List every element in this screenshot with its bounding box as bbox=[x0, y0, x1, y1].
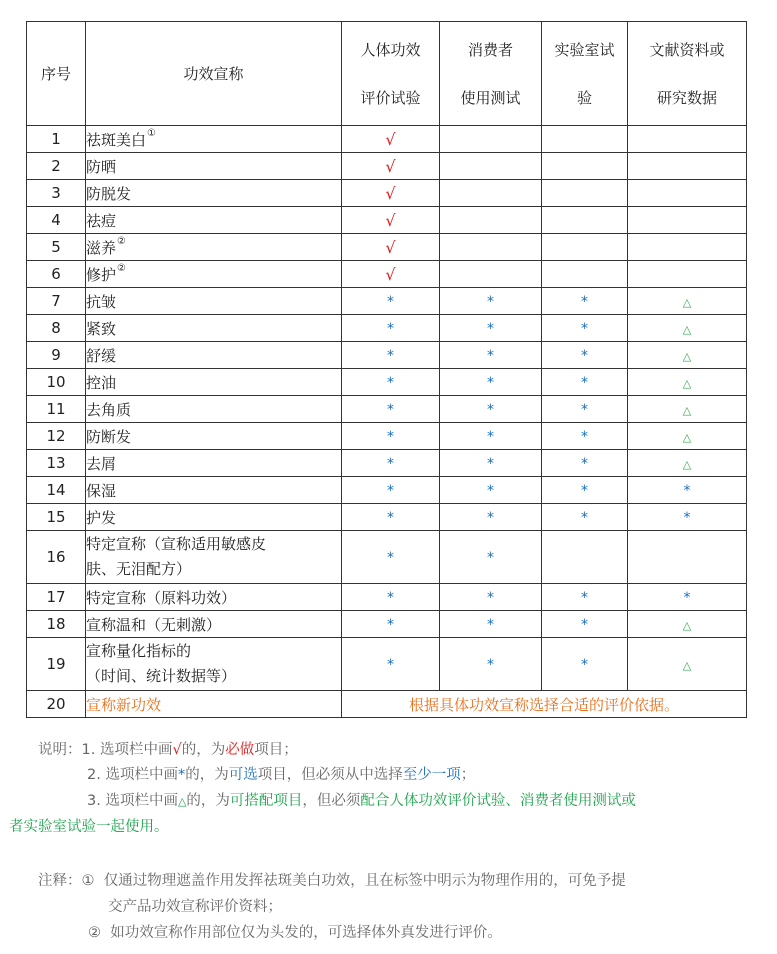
claim-name: 滋养② bbox=[86, 234, 342, 261]
lab-test-mark bbox=[542, 207, 628, 234]
claim-name: 防晒 bbox=[86, 153, 342, 180]
row-number: 5 bbox=[27, 234, 86, 261]
lab-test-mark: * bbox=[542, 450, 628, 477]
lab-test-mark bbox=[542, 180, 628, 207]
footnote-marker: ② bbox=[117, 235, 126, 247]
consumer-test-mark: * bbox=[440, 315, 542, 342]
table-row bbox=[27, 691, 747, 718]
lab-test-mark: * bbox=[542, 477, 628, 504]
claim-name: 防断发 bbox=[86, 423, 342, 450]
human-test-mark: * bbox=[342, 396, 440, 423]
table-header-row bbox=[27, 22, 747, 126]
human-test-mark: √ bbox=[342, 126, 440, 153]
literature-mark: △ bbox=[628, 342, 747, 369]
claim-name: 宣称量化指标的 （时间、统计数据等） bbox=[86, 638, 342, 691]
note-line-3-continued: 者实验室试验一起使用。 bbox=[9, 819, 169, 835]
row-number: 19 bbox=[27, 638, 86, 691]
annotation-line-1: 注释：① 仅通过物理遮盖作用发挥祛斑美白功效，且在标签中明示为物理作用的，可免予提 bbox=[38, 873, 626, 889]
row-number: 7 bbox=[27, 288, 86, 315]
consumer-test-mark: * bbox=[440, 531, 542, 584]
consumer-test-mark bbox=[440, 261, 542, 288]
footnote-marker: ① bbox=[147, 127, 156, 139]
human-test-mark: √ bbox=[342, 180, 440, 207]
triangle-symbol: △ bbox=[177, 795, 187, 808]
annotation-line-2: ② 如功效宣称作用部位仅为头发的，可选择体外真发进行评价。 bbox=[88, 925, 502, 941]
notes-label: 说明： bbox=[38, 742, 82, 758]
lab-test-mark: * bbox=[542, 396, 628, 423]
at-least-one-text: 至少一项 bbox=[402, 767, 461, 783]
lab-test-mark: * bbox=[542, 342, 628, 369]
lab-test-mark: * bbox=[542, 504, 628, 531]
table-row bbox=[27, 423, 747, 450]
star-symbol: * bbox=[177, 767, 186, 783]
consumer-test-mark bbox=[440, 180, 542, 207]
consumer-test-mark: * bbox=[440, 611, 542, 638]
lab-test-mark: * bbox=[542, 288, 628, 315]
row-number: 8 bbox=[27, 315, 86, 342]
consumer-test-mark: * bbox=[440, 504, 542, 531]
row-number: 18 bbox=[27, 611, 86, 638]
consumer-test-mark: * bbox=[440, 584, 542, 611]
efficacy-claims-table bbox=[26, 21, 747, 718]
literature-mark bbox=[628, 180, 747, 207]
literature-mark: △ bbox=[628, 450, 747, 477]
consumer-test-mark: * bbox=[440, 342, 542, 369]
claim-name: 特定宣称（宣称适用敏感皮 肤、无泪配方） bbox=[86, 531, 342, 584]
row-number: 1 bbox=[27, 126, 86, 153]
literature-mark bbox=[628, 531, 747, 584]
combinable-text: 可搭配项目 bbox=[229, 793, 303, 809]
literature-mark: △ bbox=[628, 611, 747, 638]
literature-mark: △ bbox=[628, 423, 747, 450]
lab-test-mark bbox=[542, 126, 628, 153]
literature-mark: * bbox=[628, 584, 747, 611]
row-number: 11 bbox=[27, 396, 86, 423]
header-lab-test: 实验室试 验 bbox=[542, 22, 628, 126]
header-human-test: 人体功效 评价试验 bbox=[342, 22, 440, 126]
table-row bbox=[27, 126, 747, 153]
consumer-test-mark: * bbox=[440, 450, 542, 477]
combine-text: 配合人体功效评价试验、消费者使用测试或 bbox=[360, 793, 636, 809]
literature-mark: △ bbox=[628, 315, 747, 342]
claim-name: 防脱发 bbox=[86, 180, 342, 207]
lab-test-mark: * bbox=[542, 369, 628, 396]
note-line-3: 3. 选项栏中画△的，为可搭配项目，但必须配合人体功效评价试验、消费者使用测试或 bbox=[87, 793, 636, 809]
consumer-test-mark: * bbox=[440, 477, 542, 504]
consumer-test-mark: * bbox=[440, 288, 542, 315]
literature-mark: △ bbox=[628, 396, 747, 423]
row-number: 9 bbox=[27, 342, 86, 369]
literature-mark: △ bbox=[628, 638, 747, 691]
row-number: 16 bbox=[27, 531, 86, 584]
lab-test-mark bbox=[542, 234, 628, 261]
table-row bbox=[27, 288, 747, 315]
claim-name: 保湿 bbox=[86, 477, 342, 504]
human-test-mark: √ bbox=[342, 153, 440, 180]
must-do-text: 必做 bbox=[225, 742, 255, 758]
lab-test-mark: * bbox=[542, 611, 628, 638]
row-number: 6 bbox=[27, 261, 86, 288]
optional-text: 可选 bbox=[228, 767, 258, 783]
human-test-mark: * bbox=[342, 315, 440, 342]
lab-test-mark: * bbox=[542, 638, 628, 691]
table-row bbox=[27, 261, 747, 288]
claim-name: 舒缓 bbox=[86, 342, 342, 369]
human-test-mark: * bbox=[342, 611, 440, 638]
annotation-marker-1: ① bbox=[81, 873, 95, 889]
row-number: 20 bbox=[27, 691, 86, 718]
table-row bbox=[27, 234, 747, 261]
claim-name: 特定宣称（原料功效） bbox=[86, 584, 342, 611]
table-row bbox=[27, 531, 747, 584]
header-claim: 功效宣称 bbox=[86, 22, 342, 126]
note-line-1: 说明：1. 选项栏中画√的，为必做项目； bbox=[38, 742, 298, 758]
lab-test-mark bbox=[542, 153, 628, 180]
consumer-test-mark bbox=[440, 207, 542, 234]
header-literature: 文献资料或 研究数据 bbox=[628, 22, 747, 126]
header-seq: 序号 bbox=[27, 22, 86, 126]
annotation-marker-2: ② bbox=[88, 925, 101, 941]
row-number: 17 bbox=[27, 584, 86, 611]
row-number: 3 bbox=[27, 180, 86, 207]
table-row bbox=[27, 611, 747, 638]
consumer-test-mark: * bbox=[440, 638, 542, 691]
note-line-2: 2. 选项栏中画*的，为可选项目，但必须从中选择至少一项； bbox=[87, 767, 476, 783]
table-row bbox=[27, 638, 747, 691]
claim-name: 护发 bbox=[86, 504, 342, 531]
human-test-mark: * bbox=[342, 450, 440, 477]
human-test-mark: * bbox=[342, 369, 440, 396]
header-consumer-test: 消费者 使用测试 bbox=[440, 22, 542, 126]
annotation-line-1b: 交产品功效宣称评价资料； bbox=[108, 899, 282, 915]
table-row bbox=[27, 153, 747, 180]
claim-name: 去屑 bbox=[86, 450, 342, 477]
row-number: 14 bbox=[27, 477, 86, 504]
literature-mark: * bbox=[628, 477, 747, 504]
human-test-mark: * bbox=[342, 342, 440, 369]
row-number: 13 bbox=[27, 450, 86, 477]
claim-name: 祛斑美白① bbox=[86, 126, 342, 153]
literature-mark: △ bbox=[628, 288, 747, 315]
table-row bbox=[27, 369, 747, 396]
lab-test-mark bbox=[542, 531, 628, 584]
row-number: 10 bbox=[27, 369, 86, 396]
human-test-mark: * bbox=[342, 584, 440, 611]
claim-name: 去角质 bbox=[86, 396, 342, 423]
lab-test-mark bbox=[542, 261, 628, 288]
literature-mark bbox=[628, 261, 747, 288]
row-number: 12 bbox=[27, 423, 86, 450]
human-test-mark: √ bbox=[342, 261, 440, 288]
row-number: 2 bbox=[27, 153, 86, 180]
consumer-test-mark bbox=[440, 153, 542, 180]
table-row bbox=[27, 207, 747, 234]
lab-test-mark: * bbox=[542, 315, 628, 342]
consumer-test-mark: * bbox=[440, 423, 542, 450]
claim-name: 抗皱 bbox=[86, 288, 342, 315]
literature-mark: △ bbox=[628, 369, 747, 396]
consumer-test-mark: * bbox=[440, 369, 542, 396]
table-row bbox=[27, 504, 747, 531]
claim-name: 紧致 bbox=[86, 315, 342, 342]
table-row bbox=[27, 342, 747, 369]
human-test-mark: * bbox=[342, 504, 440, 531]
human-test-mark: * bbox=[342, 288, 440, 315]
table-row bbox=[27, 315, 747, 342]
table-row bbox=[27, 477, 747, 504]
consumer-test-mark: * bbox=[440, 396, 542, 423]
table-row bbox=[27, 180, 747, 207]
annotations-label: 注释： bbox=[38, 873, 82, 889]
claim-name: 修护② bbox=[86, 261, 342, 288]
human-test-mark: * bbox=[342, 531, 440, 584]
check-mark-symbol: √ bbox=[172, 742, 182, 758]
claim-name: 控油 bbox=[86, 369, 342, 396]
literature-mark bbox=[628, 207, 747, 234]
literature-mark bbox=[628, 153, 747, 180]
human-test-mark: * bbox=[342, 638, 440, 691]
claim-name: 祛痘 bbox=[86, 207, 342, 234]
human-test-mark: √ bbox=[342, 207, 440, 234]
row-number: 4 bbox=[27, 207, 86, 234]
lab-test-mark: * bbox=[542, 584, 628, 611]
footnote-marker: ② bbox=[117, 262, 126, 274]
consumer-test-mark bbox=[440, 234, 542, 261]
human-test-mark: √ bbox=[342, 234, 440, 261]
literature-mark bbox=[628, 126, 747, 153]
consumer-test-mark bbox=[440, 126, 542, 153]
human-test-mark: * bbox=[342, 477, 440, 504]
row-number: 15 bbox=[27, 504, 86, 531]
human-test-mark: * bbox=[342, 423, 440, 450]
table-row bbox=[27, 396, 747, 423]
new-claim-guidance: 根据具体功效宣称选择合适的评价依据。 bbox=[342, 691, 747, 718]
lab-test-mark: * bbox=[542, 423, 628, 450]
claim-name: 宣称温和（无刺激） bbox=[86, 611, 342, 638]
table-row bbox=[27, 584, 747, 611]
literature-mark bbox=[628, 234, 747, 261]
table-row bbox=[27, 450, 747, 477]
claim-name: 宣称新功效 bbox=[86, 691, 342, 718]
literature-mark: * bbox=[628, 504, 747, 531]
